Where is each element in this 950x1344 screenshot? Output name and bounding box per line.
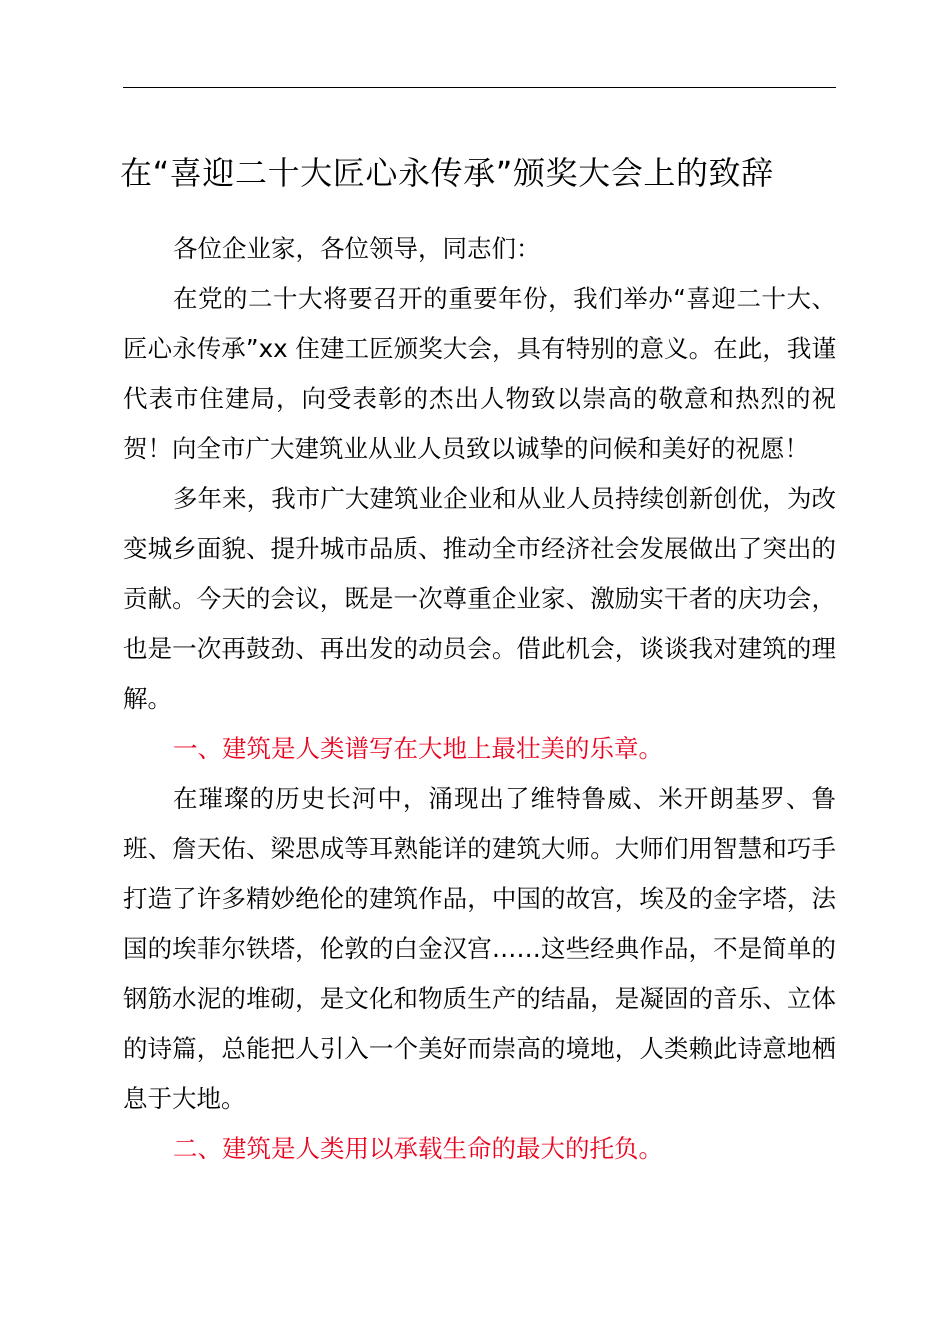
document-body [123, 224, 836, 1174]
section-1-paragraph: 在璀璨的历史长河中，涌现出了维特鲁威、米开朗基罗、鲁班、詹天佑、梁思成等耳熟能详的建筑大师。大师们用智慧和巧手打造了许多精妙绝伦的建筑作品，中国的故宫，埃及的金字塔，法国的埃菲尔铁塔，伦敦的白金汉宫……这些经典作品，不是简单的钢筋水泥的堆砌，是文化和物质生产的结晶，是凝固的音乐、立体的诗篇，总能把人引入一个美好而崇高的境地，人类赖此诗意地栖息于大地。 [123, 784, 836, 1113]
header-rule [123, 87, 836, 88]
section-heading-1: 一、建筑是人类谱写在大地上最壮美的乐章。 [173, 734, 663, 763]
salutation-paragraph: 各位企业家，各位领导，同志们： [173, 234, 541, 263]
section-heading-2: 二、建筑是人类用以承载生命的最大的托负。 [173, 1134, 663, 1163]
document-title: 在“喜迎二十大匠心永传承”颁奖大会上的致辞 [120, 154, 774, 192]
context-paragraph: 多年来，我市广大建筑业企业和从业人员持续创新创优，为改变城乡面貌、提升城市品质、推动全市经济社会发展做出了突出的贡献。今天的会议，既是一次尊重企业家、激励实干者的庆功会，也是一次再鼓劲、再出发的动员会。借此机会，谈谈我对建筑的理解。 [123, 484, 836, 713]
opening-paragraph: 在党的二十大将要召开的重要年份，我们举办“喜迎二十大、匠心永传承”xx 住建工匠颁奖大会，具有特别的意义。在此，我谨代表市住建局，向受表彰的杰出人物致以崇高的敬意和热烈的祝贺！向全市广大建筑业从业人员致以诚挚的问候和美好的祝愿！ [123, 284, 836, 463]
